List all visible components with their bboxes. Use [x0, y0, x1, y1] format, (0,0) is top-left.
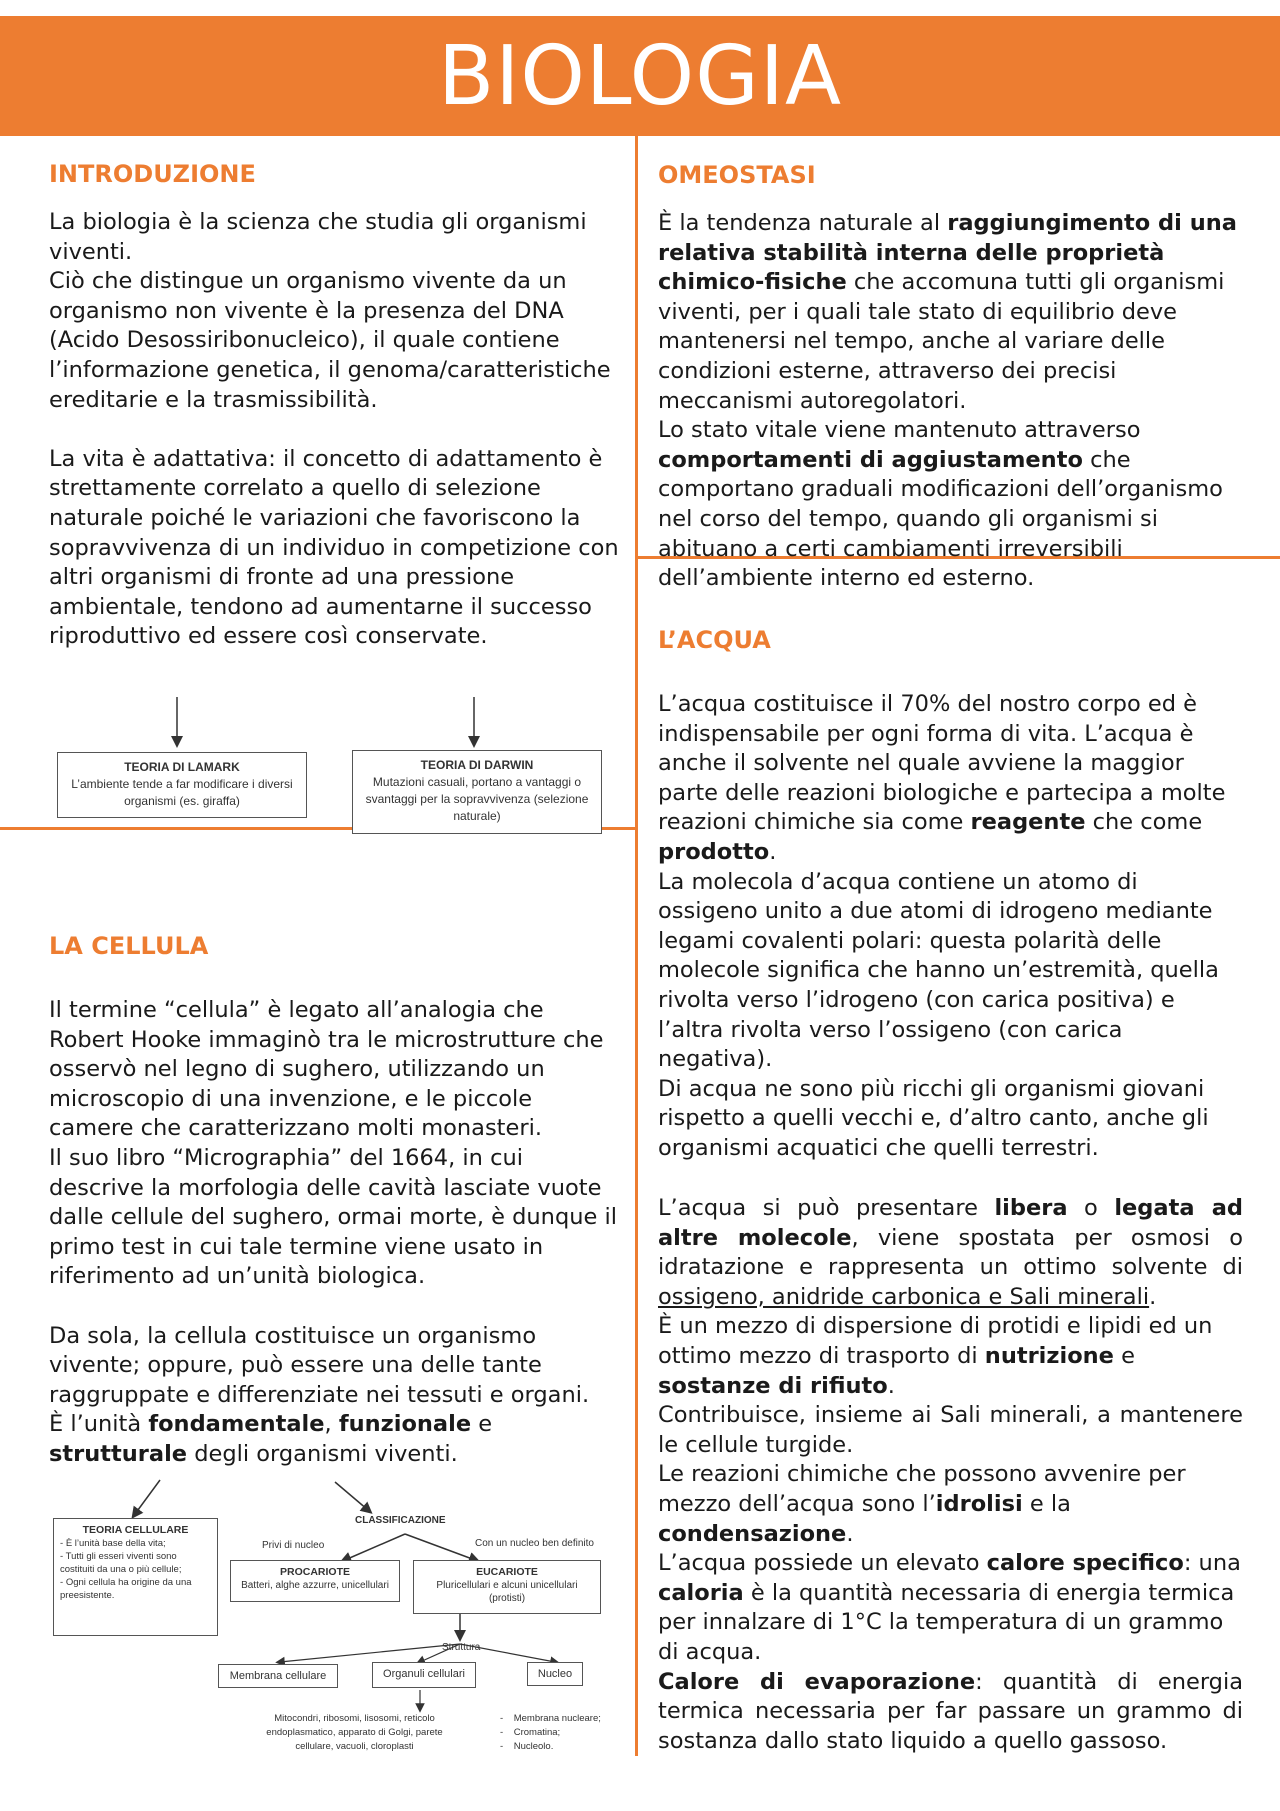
organuli-list: Mitocondri, ribosomi, lisosomi, reticolo endoplasmatico, apparato di Golgi, parete cellulare, vacuoli, cloroplasti: [266, 1713, 443, 1752]
arrow-membrana: [280, 1644, 460, 1662]
nucleo-item: - Membrana nucleare;: [500, 1713, 601, 1724]
arrow-classificazione: [335, 1482, 368, 1510]
cellula-p1: Il termine “cellula” è legato all’analogia che Robert Hooke immaginò tra le microstrutture che osservò nel legno di sughero, utilizzando un microscopio di una invenzione, e le piccole camere che caratterizzano molti monasteri.: [49, 997, 604, 1142]
omeostasi-part: che accomuna tutti gli organismi viventi, per i quali tale stato di equilibrio deve mantenersi nel tempo, anche al variare delle condizioni esterne, attraverso dei precisi meccanismi autoregolatori.: [658, 269, 1225, 414]
cellula-p4-part: ,: [324, 1411, 339, 1438]
cellula-bold-funzionale: funzionale: [338, 1411, 472, 1438]
acqua-part: L’acqua costituisce il 70% del nostro corpo ed è indispensabile per ogni forma di vita. L’acqua è anche il solvente nel quale avviene la maggior parte delle reazioni biologiche e partecipa a molte reazioni chimiche sia come: [658, 691, 1226, 836]
omeostasi-part: che comportano graduali modificazioni dell’organismo nel corso del tempo, quando gli organismi si abituano a certi cambiamenti irreversibili dell’ambiente interno ed esterno.: [658, 446, 1223, 592]
acqua-part: L’acqua possiede un elevato: [658, 1550, 987, 1577]
acqua-p6: Contribuisce, insieme ai Sali minerali, a mantenere le cellule turgide.: [658, 1402, 1243, 1458]
arrow-teoria: [135, 1480, 160, 1514]
con-nucleo-label: Con un nucleo ben definito: [475, 1538, 594, 1549]
teoria-cellulare-title: TEORIA CELLULARE: [82, 1524, 189, 1536]
acqua-bold: sostanze di rifiuto: [658, 1372, 888, 1399]
acqua-p2: La molecola d’acqua contiene un atomo di ossigeno unito a due atomi di idrogeno mediante legami covalenti polari: questa polarità delle molecole significa che hanno un’estremità, quella rivolta verso l’idrogeno (con carica positiva) e l’altra rivolta verso l’ossigeno (con carica negativa).: [658, 868, 1219, 1073]
acqua-p4: [658, 1194, 1243, 1312]
acqua-heading: L’ACQUA: [658, 626, 771, 654]
teoria-cellulare-box: [53, 1518, 218, 1636]
acqua-bold: Calore di evaporazione: [658, 1668, 976, 1695]
intro-p2: Ciò che distingue un organismo vivente da un organismo non vivente è la presenza del DNA (Acido Desossiribonucleico), il quale contiene l’informazione genetica, il genoma/caratteristiche ereditarie e la trasmissibilità.: [49, 268, 611, 413]
struttura-label: Struttura: [442, 1642, 481, 1653]
procariote-text: Batteri, alghe azzurre, unicellulari: [241, 1580, 389, 1591]
lamark-title: TEORIA DI LAMARK: [124, 760, 240, 774]
intro-heading: INTRODUZIONE: [49, 160, 256, 188]
nucleo-item-text: Cromatina;: [513, 1727, 561, 1738]
page-title: BIOLOGIA: [437, 28, 843, 124]
intro-p3: La vita è adattativa: il concetto di adattamento è strettamente correlato a quello di selezione naturale poiché le variazioni che favoriscono la sopravvivenza di un individuo in competizione con altri organismi di fronte ad una pressione ambientale, tendono ad aumentarne il successo riproduttivo ed essere così conservate.: [49, 445, 619, 650]
acqua-part: L’acqua si può presentare: [658, 1195, 995, 1221]
omeostasi-bold: comportamenti di aggiustamento: [658, 446, 1083, 473]
acqua-bold: caloria: [658, 1579, 744, 1606]
lamark-text: L’ambiente tende a far modificare i diversi organismi (es. giraffa): [71, 777, 293, 808]
cellula-text: [49, 996, 621, 1470]
omeostasi-bold: raggiungimento di una relativa stabilità interna delle proprietà chimico-fisiche: [658, 210, 1237, 296]
acqua-part: e la: [1022, 1490, 1071, 1517]
procariote-box: [230, 1560, 400, 1602]
cellula-bold-strutturale: strutturale: [49, 1440, 188, 1467]
darwin-text: Mutazioni casuali, portano a vantaggi o svantaggi per la sopravvivenza (selezione naturale): [365, 775, 589, 823]
organuli-box: Organuli cellulari: [372, 1662, 476, 1688]
cellula-p2: Il suo libro “Micrographia” del 1664, in cui descrive la morfologia delle cavità lasciate vuote dalle cellule del sughero, ormai morte, è dunque il primo test in cui tale termine viene usato in riferimento ad un’unità biologica.: [49, 1144, 617, 1290]
teoria-item: - Ogni cellula ha origine da una preesistente.: [60, 1577, 192, 1601]
acqua-p5: [658, 1312, 1243, 1401]
acqua-part: .: [887, 1372, 895, 1399]
cellula-bold-fondamentale: fondamentale: [148, 1411, 325, 1438]
arrow-procariote: [345, 1534, 405, 1560]
acqua-p8: [658, 1549, 1243, 1667]
omeostasi-part: Lo stato vitale viene mantenuto attraverso: [658, 417, 1141, 444]
eucariote-title: EUCARIOTE: [476, 1566, 538, 1578]
acqua-part: È un mezzo di dispersione di protidi e lipidi ed un ottimo mezzo di trasporto di: [658, 1313, 1213, 1369]
eucariote-text: Pluricellulari e alcuni unicellulari (protisti): [436, 1580, 578, 1604]
acqua-part: : quantità di energia termica necessaria per far passare un grammo di sostanza dallo stato liquido a quello gassoso.: [658, 1668, 1243, 1754]
teoria-item-text: È l’unità base della vita;: [65, 1538, 166, 1549]
teoria-item: - È l’unità base della vita;: [60, 1538, 166, 1549]
membrana-box: Membrana cellulare: [218, 1664, 338, 1688]
acqua-bold: legata ad altre molecole: [658, 1195, 1243, 1251]
procariote-title: PROCARIOTE: [279, 1566, 350, 1578]
acqua-text-top: [658, 690, 1243, 1164]
acqua-p9: [658, 1668, 1243, 1757]
acqua-bold: reagente: [970, 809, 1086, 836]
darwin-box: [352, 750, 602, 834]
acqua-p3: Di acqua ne sono più ricchi gli organismi giovani rispetto a quelli vecchi e, d’altro canto, anche gli organismi acquatici che quelli terrestri.: [658, 1075, 1209, 1161]
classificazione-label: CLASSIFICAZIONE: [355, 1515, 446, 1526]
acqua-part: .: [769, 838, 777, 865]
acqua-bold: prodotto: [658, 838, 770, 865]
acqua-part: Le reazioni chimiche che possono avvenire per mezzo dell’acqua sono l’: [658, 1461, 1186, 1517]
acqua-part: o: [1067, 1195, 1115, 1221]
cellula-p3: Da sola, la cellula costituisce un organismo vivente; oppure, può essere una delle tante raggruppate e differenziate nei tessuti e organi.: [49, 1322, 590, 1408]
acqua-part: : una: [1183, 1550, 1241, 1577]
acqua-bold: idrolisi: [935, 1490, 1023, 1517]
acqua-part: , viene spostata per osmosi o idratazione e rappresenta un ottimo solvente di: [658, 1224, 1243, 1281]
cellula-heading: LA CELLULA: [49, 932, 209, 960]
acqua-part: che come: [1085, 809, 1203, 836]
privi-nucleo-label: Privi di nucleo: [262, 1540, 325, 1551]
nucleo-list: [500, 1712, 601, 1754]
lamark-box: [57, 752, 307, 818]
nucleo-box: Nucleo: [527, 1662, 583, 1686]
acqua-bold: calore specifico: [986, 1550, 1184, 1577]
omeostasi-part: È la tendenza naturale al: [658, 210, 948, 236]
acqua-part: e: [1113, 1342, 1135, 1369]
darwin-title: TEORIA DI DARWIN: [420, 758, 534, 772]
cellula-p4-part: È l’unità: [49, 1411, 149, 1438]
teoria-item: - Tutti gli esseri viventi sono costituiti da una o più cellule;: [60, 1551, 182, 1575]
eucariote-box: [413, 1560, 601, 1614]
omeostasi-heading: OMEOSTASI: [658, 161, 816, 189]
acqua-part: è la quantità necessaria di energia termica per innalzare di 1°C la temperatura di un grammo di acqua.: [658, 1579, 1235, 1665]
acqua-part: .: [1149, 1283, 1157, 1310]
nucleo-item: - Nucleolo.: [500, 1741, 554, 1752]
cellula-p4-part: degli organismi viventi.: [187, 1440, 458, 1467]
acqua-part: .: [846, 1520, 854, 1547]
acqua-underline: ossigeno, anidride carbonica e Sali minerali: [658, 1283, 1150, 1310]
intro-p1: La biologia è la scienza che studia gli organismi viventi.: [49, 209, 587, 265]
cellula-p4-part: e: [471, 1411, 493, 1438]
teoria-item-text: Ogni cellula ha origine da una preesistente.: [60, 1577, 192, 1601]
nucleo-item: - Cromatina;: [500, 1727, 561, 1738]
acqua-text-bottom: [658, 1194, 1243, 1756]
acqua-p7: [658, 1460, 1243, 1549]
acqua-bold: condensazione: [658, 1520, 847, 1547]
acqua-bold: libera: [994, 1195, 1068, 1221]
teoria-item-text: Tutti gli esseri viventi sono costituiti da una o più cellule;: [60, 1551, 182, 1575]
nucleo-item-text: Nucleolo.: [513, 1741, 554, 1752]
omeostasi-text: [658, 209, 1243, 594]
nucleo-item-text: Membrana nucleare;: [513, 1713, 601, 1724]
acqua-bold: nutrizione: [984, 1342, 1114, 1369]
arrow-eucariote: [405, 1534, 475, 1560]
